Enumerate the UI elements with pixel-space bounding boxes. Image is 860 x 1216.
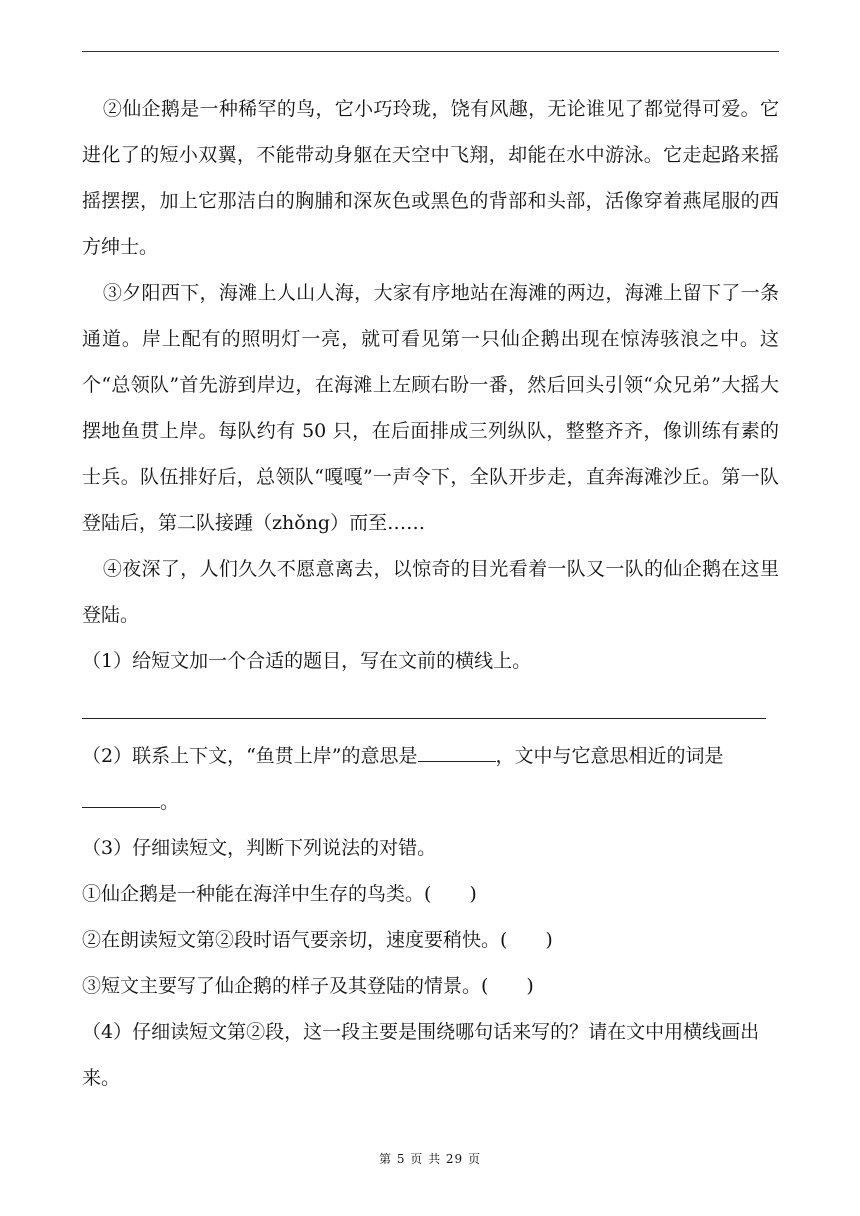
- page-number: 第 5 页 共 29 页: [379, 1152, 481, 1166]
- paragraph-2: ②仙企鹅是一种稀罕的鸟，它小巧玲珑，饶有风趣，无论谁见了都觉得可爱。它进化了的短小双翼，不能带动身躯在天空中飞翔，却能在水中游泳。它走起路来摇摇摆摆，加上它那洁白的胸脯和深灰色或黑色的背部和头部，活像穿着燕尾服的西方绅士。: [82, 98, 779, 258]
- answer-blank-1: [418, 760, 496, 762]
- paragraph-4: ④夜深了，人们久久不愿意离去，以惊奇的目光看着一队又一队的仙企鹅在这里登陆。: [82, 558, 779, 626]
- question-2-part-c: 。: [160, 791, 180, 813]
- answer-blank-2: [82, 806, 160, 808]
- header-rule: [82, 51, 779, 52]
- question-1: （1）给短文加一个合适的题目，写在文前的横线上。: [82, 650, 532, 672]
- title-answer-line: [82, 696, 766, 719]
- page-content: [82, 86, 779, 1101]
- question-3-item-1: ①仙企鹅是一种能在海洋中生存的鸟类。( ): [82, 883, 477, 905]
- question-3-item-2: ②在朗读短文第②段时语气要亲切，速度要稍快。( ): [82, 929, 553, 951]
- paragraph-3: ③夕阳西下，海滩上人山人海，大家有序地站在海滩的两边，海滩上留下了一条通道。岸上配有的照明灯一亮，就可看见第一只仙企鹅出现在惊涛骇浪之中。这个“总领队”首先游到岸边，在海滩上左顾右盼一番，然后回头引领“众兄弟”大摇大摆地鱼贯上岸。每队约有 50 只，在后面排成三列纵队，整整齐齐，像训练有素的士兵。队伍排好后，总领队“嘎嘎”一声令下，全队开步走，直奔海滩沙丘。第一队登陆后，第二队接踵（zhǒng）而至……: [82, 282, 779, 534]
- question-2: [82, 733, 779, 825]
- question-2-part-b: ，文中与它意思相近的词是: [495, 745, 724, 767]
- question-3: （3）仔细读短文，判断下列说法的对错。: [82, 837, 437, 859]
- question-3-item-3: ③短文主要写了仙企鹅的样子及其登陆的情景。( ): [82, 975, 534, 997]
- question-2-part-a: （2）联系上下文，“鱼贯上岸”的意思是: [82, 745, 418, 767]
- question-4: （4）仔细读短文第②段，这一段主要是围绕哪句话来写的？请在文中用横线画出来。: [82, 1021, 760, 1089]
